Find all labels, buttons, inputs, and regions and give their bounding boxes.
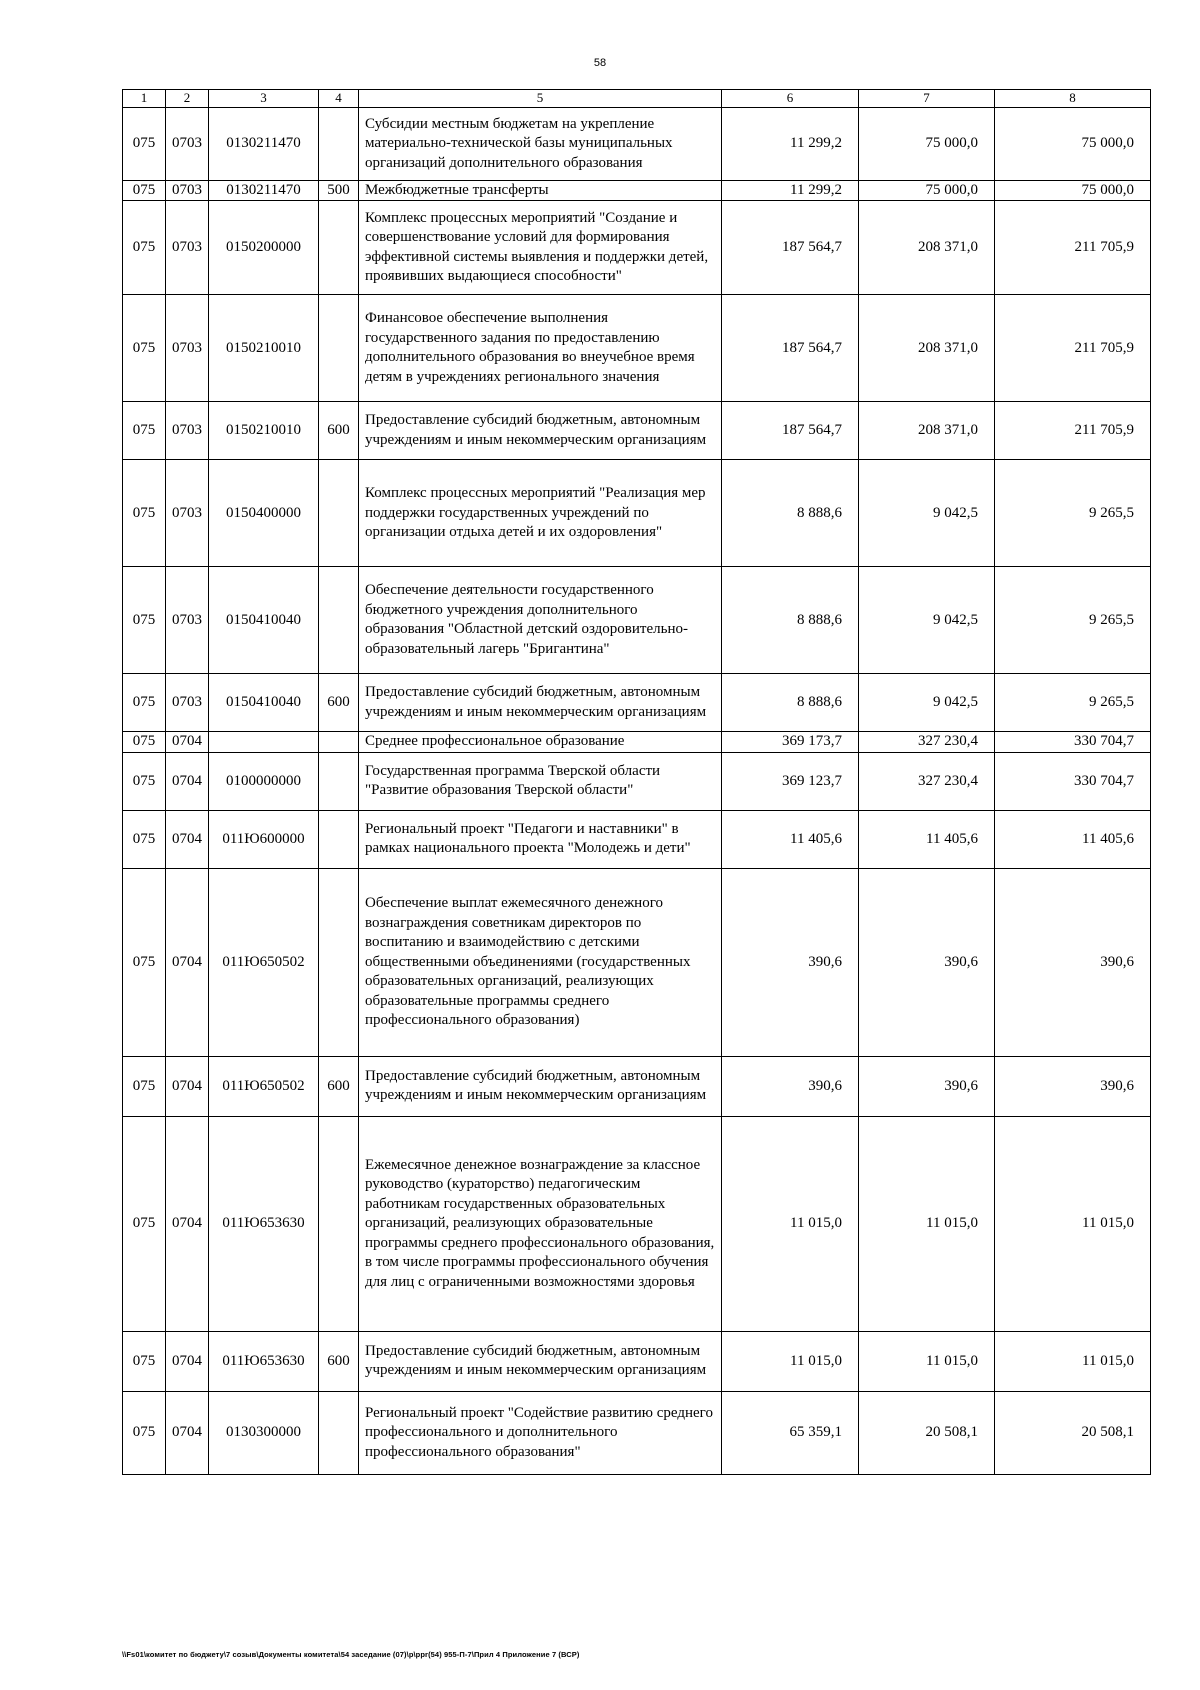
table-row [123,868,1151,1056]
cell-description: Финансовое обеспечение выполнения государственного задания по предоставлению дополнительного образования во внеучебное время детям в учреждениях регионального значения [359,295,722,402]
column-header: 4 [319,90,359,108]
cell-target-code: 0150210010 [209,402,319,460]
table-row [123,567,1151,674]
cell-section-code: 0704 [166,1056,209,1116]
cell-amount-2025: 390,6 [722,1056,859,1116]
table-row [123,752,1151,810]
cell-expense-type [319,1391,359,1474]
cell-amount-2027: 75 000,0 [995,107,1151,180]
cell-target-code: 0150410040 [209,567,319,674]
cell-admin-code: 075 [123,752,166,810]
cell-amount-2027: 390,6 [995,868,1151,1056]
cell-amount-2026: 327 230,4 [859,732,995,753]
cell-amount-2027: 11 015,0 [995,1116,1151,1331]
cell-amount-2026: 11 405,6 [859,810,995,868]
cell-admin-code: 075 [123,295,166,402]
cell-section-code: 0703 [166,402,209,460]
column-header: 3 [209,90,319,108]
cell-expense-type: 600 [319,1056,359,1116]
cell-amount-2027: 11 405,6 [995,810,1151,868]
cell-admin-code: 075 [123,460,166,567]
cell-amount-2025: 187 564,7 [722,295,859,402]
cell-admin-code: 075 [123,107,166,180]
cell-amount-2026: 390,6 [859,1056,995,1116]
cell-amount-2026: 11 015,0 [859,1116,995,1331]
cell-expense-type [319,752,359,810]
cell-target-code: 0150210010 [209,295,319,402]
cell-amount-2026: 11 015,0 [859,1331,995,1391]
cell-target-code: 0130211470 [209,180,319,201]
table-row [123,201,1151,295]
cell-amount-2025: 11 299,2 [722,107,859,180]
cell-amount-2025: 11 405,6 [722,810,859,868]
cell-expense-type [319,810,359,868]
column-header: 1 [123,90,166,108]
column-header: 5 [359,90,722,108]
cell-amount-2026: 9 042,5 [859,567,995,674]
cell-amount-2026: 208 371,0 [859,201,995,295]
cell-admin-code: 075 [123,868,166,1056]
cell-amount-2025: 187 564,7 [722,402,859,460]
cell-admin-code: 075 [123,1391,166,1474]
table-row [123,402,1151,460]
table-row [123,180,1151,201]
cell-expense-type [319,107,359,180]
cell-amount-2026: 327 230,4 [859,752,995,810]
cell-amount-2027: 211 705,9 [995,295,1151,402]
cell-description: Среднее профессиональное образование [359,732,722,753]
cell-amount-2025: 11 299,2 [722,180,859,201]
table-row [123,732,1151,753]
cell-section-code: 0703 [166,567,209,674]
cell-amount-2025: 11 015,0 [722,1116,859,1331]
cell-amount-2026: 75 000,0 [859,107,995,180]
cell-description: Комплекс процессных мероприятий "Создание и совершенствование условий для формирования эффективной системы выявления и поддержки детей, проявивших выдающиеся способности" [359,201,722,295]
cell-amount-2027: 9 265,5 [995,460,1151,567]
cell-description: Обеспечение выплат ежемесячного денежного вознаграждения советникам директоров по воспитанию и взаимодействию с детскими общественными объединениями (государственных образовательных организаций, реализующих образовательные программы среднего профессионального образования) [359,868,722,1056]
cell-admin-code: 075 [123,674,166,732]
cell-target-code: 0150400000 [209,460,319,567]
cell-amount-2027: 9 265,5 [995,674,1151,732]
cell-expense-type [319,567,359,674]
cell-target-code: 011Ю650502 [209,868,319,1056]
cell-amount-2025: 65 359,1 [722,1391,859,1474]
cell-amount-2025: 187 564,7 [722,201,859,295]
cell-description: Комплекс процессных мероприятий "Реализация мер поддержки государственных учреждений по организации отдыха детей и их оздоровления" [359,460,722,567]
cell-description: Государственная программа Тверской области "Развитие образования Тверской области" [359,752,722,810]
cell-description: Региональный проект "Педагоги и наставники" в рамках национального проекта "Молодежь и дети" [359,810,722,868]
cell-amount-2026: 20 508,1 [859,1391,995,1474]
cell-amount-2025: 8 888,6 [722,567,859,674]
cell-amount-2027: 330 704,7 [995,752,1151,810]
file-path-footer: \\Fs01\комитет по бюджету\7 созыв\Документы комитета\54 заседание (07)\p\ppr(54) 955-П-7\Прил 4 Приложение 7 (ВСР) [122,1650,580,1659]
cell-section-code: 0703 [166,107,209,180]
page-number: 58 [593,57,607,69]
cell-amount-2027: 330 704,7 [995,732,1151,753]
cell-amount-2027: 9 265,5 [995,567,1151,674]
table-row [123,810,1151,868]
cell-section-code: 0704 [166,810,209,868]
cell-expense-type: 600 [319,674,359,732]
cell-description: Региональный проект "Содействие развитию среднего профессионального и дополнительного профессионального образования" [359,1391,722,1474]
cell-expense-type [319,868,359,1056]
cell-target-code: 0150410040 [209,674,319,732]
cell-admin-code: 075 [123,402,166,460]
cell-amount-2027: 11 015,0 [995,1331,1151,1391]
cell-expense-type [319,295,359,402]
cell-target-code: 0130300000 [209,1391,319,1474]
column-header: 6 [722,90,859,108]
table-row [123,1391,1151,1474]
cell-amount-2027: 20 508,1 [995,1391,1151,1474]
cell-amount-2025: 11 015,0 [722,1331,859,1391]
cell-target-code [209,732,319,753]
cell-section-code: 0704 [166,1331,209,1391]
cell-expense-type: 600 [319,402,359,460]
cell-admin-code: 075 [123,1116,166,1331]
cell-amount-2025: 8 888,6 [722,460,859,567]
cell-section-code: 0704 [166,1391,209,1474]
cell-expense-type [319,732,359,753]
column-header: 2 [166,90,209,108]
table-row [123,460,1151,567]
cell-amount-2025: 369 123,7 [722,752,859,810]
cell-section-code: 0703 [166,295,209,402]
cell-expense-type [319,201,359,295]
cell-admin-code: 075 [123,1331,166,1391]
cell-target-code: 0100000000 [209,752,319,810]
cell-section-code: 0703 [166,201,209,295]
cell-description: Обеспечение деятельности государственного бюджетного учреждения дополнительного образования "Областной детский оздоровительно-образовательный лагерь "Бригантина" [359,567,722,674]
cell-amount-2026: 208 371,0 [859,402,995,460]
cell-description: Предоставление субсидий бюджетным, автономным учреждениям и иным некоммерческим организациям [359,1331,722,1391]
cell-target-code: 011Ю600000 [209,810,319,868]
cell-section-code: 0704 [166,752,209,810]
cell-amount-2026: 75 000,0 [859,180,995,201]
cell-admin-code: 075 [123,732,166,753]
column-header: 7 [859,90,995,108]
cell-amount-2026: 9 042,5 [859,460,995,567]
cell-description: Ежемесячное денежное вознаграждение за классное руководство (кураторство) педагогическим работникам государственных образовательных организаций, реализующих образовательные программы среднего профессионального образования, в том числе программы профессионального обучения для лиц с ограниченными возможностями здоровья [359,1116,722,1331]
cell-target-code: 011Ю653630 [209,1116,319,1331]
cell-admin-code: 075 [123,810,166,868]
cell-admin-code: 075 [123,1056,166,1116]
cell-admin-code: 075 [123,567,166,674]
cell-section-code: 0704 [166,732,209,753]
table-row [123,674,1151,732]
cell-section-code: 0704 [166,1116,209,1331]
cell-target-code: 0150200000 [209,201,319,295]
cell-amount-2027: 75 000,0 [995,180,1151,201]
cell-amount-2025: 390,6 [722,868,859,1056]
cell-amount-2026: 9 042,5 [859,674,995,732]
column-number-header-row [123,90,1151,108]
cell-description: Межбюджетные трансферты [359,180,722,201]
cell-description: Субсидии местным бюджетам на укрепление материально-технической базы муниципальных организаций дополнительного образования [359,107,722,180]
budget-table [122,89,1151,1475]
cell-section-code: 0703 [166,180,209,201]
cell-description: Предоставление субсидий бюджетным, автономным учреждениям и иным некоммерческим организациям [359,1056,722,1116]
cell-amount-2026: 390,6 [859,868,995,1056]
cell-target-code: 011Ю650502 [209,1056,319,1116]
cell-section-code: 0703 [166,674,209,732]
table-row [123,1331,1151,1391]
cell-admin-code: 075 [123,180,166,201]
cell-description: Предоставление субсидий бюджетным, автономным учреждениям и иным некоммерческим организациям [359,674,722,732]
cell-amount-2027: 390,6 [995,1056,1151,1116]
cell-amount-2027: 211 705,9 [995,402,1151,460]
cell-target-code: 011Ю653630 [209,1331,319,1391]
cell-expense-type [319,460,359,567]
cell-expense-type: 600 [319,1331,359,1391]
cell-expense-type: 500 [319,180,359,201]
cell-admin-code: 075 [123,201,166,295]
column-header: 8 [995,90,1151,108]
cell-amount-2025: 369 173,7 [722,732,859,753]
table-row [123,1056,1151,1116]
cell-section-code: 0704 [166,868,209,1056]
table-row [123,295,1151,402]
cell-expense-type [319,1116,359,1331]
cell-description: Предоставление субсидий бюджетным, автономным учреждениям и иным некоммерческим организациям [359,402,722,460]
cell-target-code: 0130211470 [209,107,319,180]
cell-amount-2026: 208 371,0 [859,295,995,402]
cell-amount-2027: 211 705,9 [995,201,1151,295]
cell-section-code: 0703 [166,460,209,567]
cell-amount-2025: 8 888,6 [722,674,859,732]
table-row [123,107,1151,180]
table-row [123,1116,1151,1331]
